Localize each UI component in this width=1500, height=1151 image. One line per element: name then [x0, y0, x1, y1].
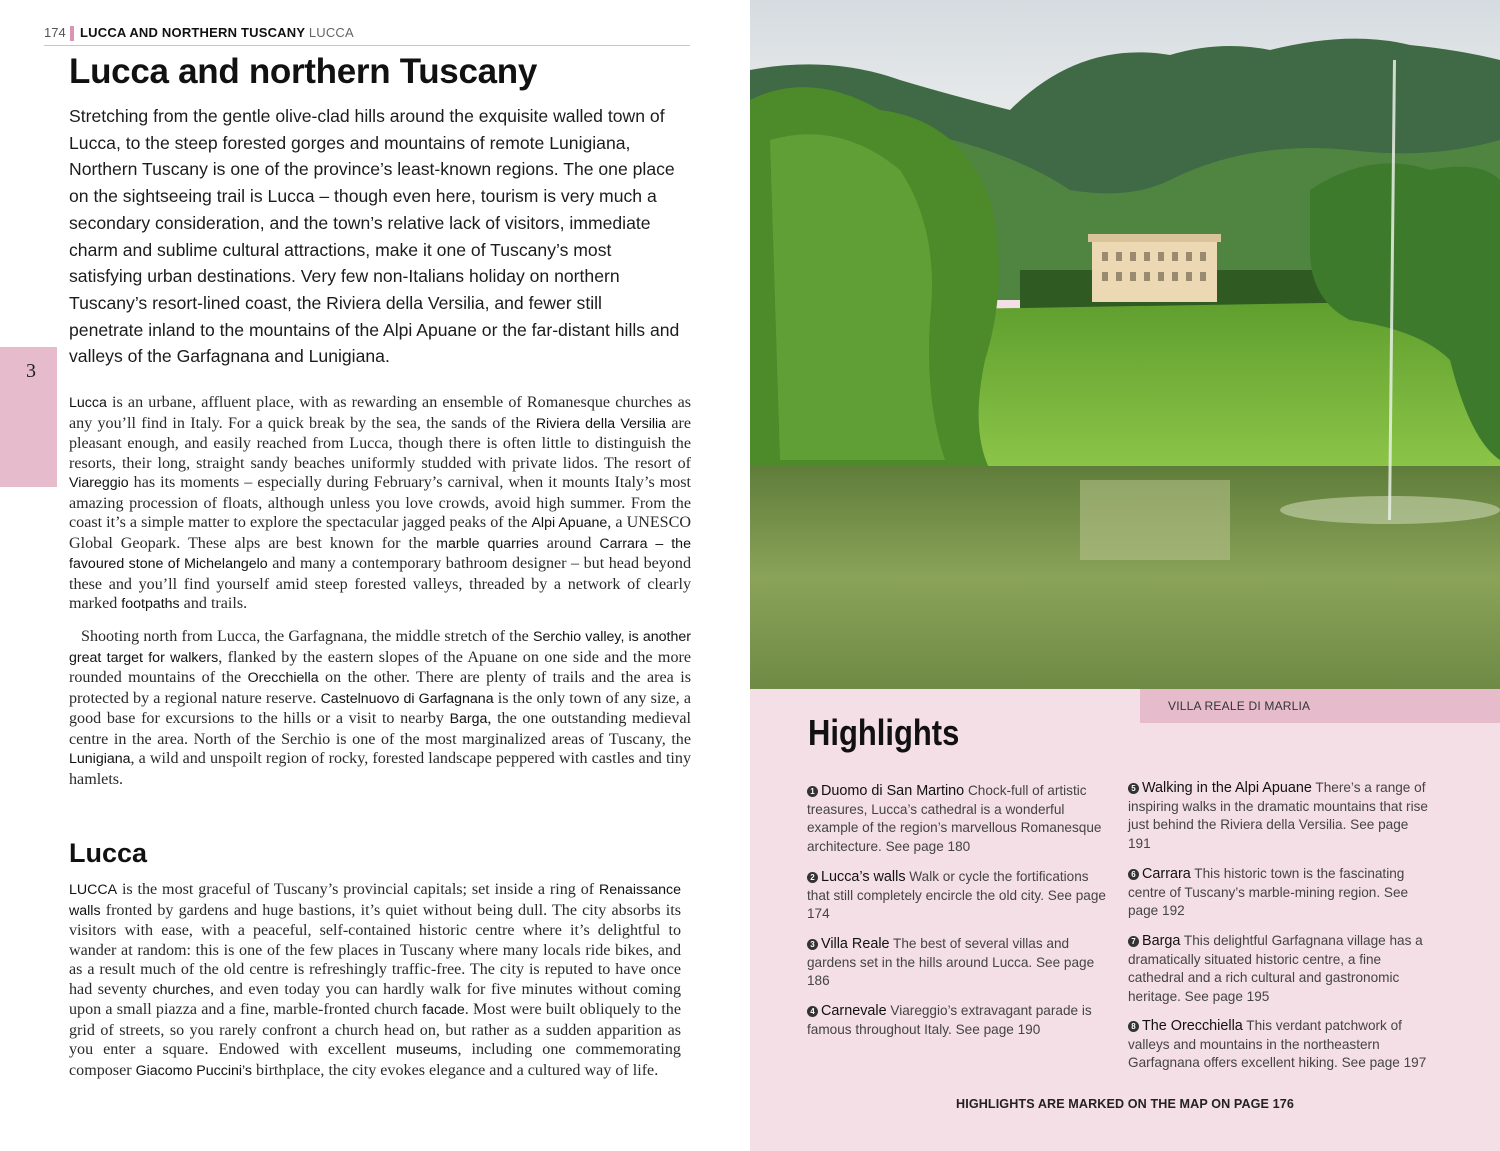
section-main-label: LUCCA AND NORTHERN TUSCANY [80, 25, 305, 40]
highlight-title: Carnevale [821, 1003, 887, 1019]
highlight-text: The best of several villas and gardens set in the hills around Lucca. See page 186 [807, 936, 1095, 989]
photo-caption: VILLA REALE DI MARLIA [1168, 699, 1311, 713]
keyword: Serchio valley, is another great target for walkers [69, 629, 691, 666]
section-title [80, 25, 354, 40]
text-run: around [538, 534, 600, 552]
text-run: , the one outstanding medieval centre in the area. North of the Serchio is one of the most marginalized areas of Tuscany, the [69, 710, 691, 748]
number-badge: 6 [1128, 869, 1139, 880]
keyword: Giacomo Puccini’s [135, 1062, 253, 1079]
highlight-item-3 [807, 935, 1112, 991]
text-run: , flanked by the eastern slopes of the Apuane on one side and the more rounded mountains of the [69, 648, 691, 686]
keyword: facade [422, 1002, 465, 1018]
text-run: and many a contemporary bathroom designer – but head beyond these and you’ll find yourself amid steep forested valleys, threaded by a network of clearly marked [69, 555, 691, 612]
subheading-lucca: Lucca [69, 838, 148, 868]
highlight-title: Villa Reale [821, 936, 890, 952]
intro-paragraph: Stretching from the gentle olive-clad hills around the exquisite walled town of Lucca, to the steep forested gorges and mountains of remote Lunigiana, Northern Tuscany is one of the province’s least-known regions. The one place on the sightseeing trail is Lucca – though even here, tourism is very much a secondary consideration, and the town’s relative lack of visitors, immediate charm and sublime cultural attractions, make it one of Tuscany’s most satisfying urban destinations. Very few non-Italians holiday on northern Tuscany’s resort-lined coast, the Riviera della Versilia, and fewer still penetrate inland to the mountains of the Alpi Apuane or the far-distant hills and valleys of the Garfagnana and Lunigiana. [69, 106, 680, 367]
highlights-map-note: HIGHLIGHTS ARE MARKED ON THE MAP ON PAGE 176 [956, 1097, 1294, 1111]
text-run: on the other. There are plenty of trails and the area is protected by a regional nature reserve. [69, 669, 691, 707]
page-number: 174 [44, 25, 66, 40]
text-run: . Most were built obliquely to the grid of streets, so you rarely confront a church head on, but rather as a sudden apparition as you enter a square. Endowed with excellent [69, 1001, 681, 1058]
keyword: Barga [449, 711, 488, 727]
text-run: birthplace, the city evokes elegance and a cultured way of life. [252, 1061, 659, 1079]
highlight-item-6 [1128, 865, 1434, 921]
body-paragraph-2 [69, 627, 691, 789]
villa-photo [750, 0, 1500, 689]
keyword: Lunigiana [69, 751, 131, 767]
right-page [750, 0, 1500, 1151]
highlight-text: There’s a range of inspiring walks in the dramatic mountains that rise just behind the Riviera della Versilia. See page 191 [1128, 780, 1428, 851]
keyword: footpaths [121, 596, 180, 612]
number-badge: 7 [1128, 936, 1139, 947]
keyword: Riviera della Versilia [535, 415, 667, 432]
running-header [44, 25, 690, 46]
page-title: Lucca and northern Tuscany [69, 52, 538, 91]
keyword: museums [395, 1042, 458, 1058]
highlight-title: The Orecchiella [1142, 1018, 1243, 1034]
highlight-title: Duomo di San Martino [821, 783, 965, 799]
highlight-title: Barga [1142, 933, 1181, 949]
villa-building [1088, 234, 1221, 302]
header-accent-bar [70, 26, 74, 41]
chapter-tab [0, 347, 57, 487]
body-paragraph-1 [69, 393, 691, 615]
highlight-text: Viareggio’s extravagant parade is famous throughout Italy. See page 190 [807, 1003, 1092, 1037]
text-run: is an urbane, affluent place, with as rewarding an ensemble of Romanesque churches as any you’ll find in Italy. For a quick break by the sea, the sands of the [69, 394, 691, 432]
highlight-item-1 [807, 782, 1112, 856]
text-run: is the only town of any size, a good base for excursions to the hills or a visit to nearby [69, 689, 691, 727]
highlight-item-7 [1128, 932, 1434, 1006]
text-run: fronted by gardens and huge bastions, it’s quiet without being dull. The city absorbs its visitors with ease, with a peaceful, self-contained historic centre where it’s delightful to wander at random: this is one of the few places in Tuscany where many locals ride bikes, and as a result much of the old centre is refreshingly traffic-free. The city is reputed to have once had seventy [69, 901, 681, 998]
keyword: churches [152, 981, 211, 998]
text-run: and trails. [179, 595, 248, 612]
keyword: LUCCA [69, 882, 118, 898]
highlight-text: This historic town is the fascinating centre of Tuscany’s marble-mining region. See page 192 [1128, 866, 1409, 919]
keyword: Lucca [69, 395, 107, 411]
highlight-item-4 [807, 1002, 1112, 1039]
text-run: , and even today you can hardly walk for five minutes without coming upon a small piazza and a fine, marble-fronted church [69, 980, 681, 1018]
text-run: are pleasant enough, and easily reached from Lucca, though there is often little to distinguish the resorts, their long, straight sandy beaches uniformly studded with private lidos. The resort of [69, 414, 691, 472]
highlight-text: This verdant patchwork of valleys and mountains in the northeastern Garfagnana offers excellent hiking. See page 197 [1128, 1018, 1427, 1071]
body-paragraph-3 [69, 880, 681, 1081]
photo-caption-box [1140, 689, 1500, 723]
text-run: , including one commemorating composer [69, 1041, 681, 1079]
number-badge: 3 [807, 939, 818, 950]
highlight-title: Carrara [1142, 866, 1191, 882]
highlight-item-8 [1128, 1017, 1434, 1073]
keyword: marble quarries [436, 535, 539, 552]
keyword: Renaissance walls [69, 882, 681, 919]
text-run: , a UNESCO Global Geopark. These alps are best known for the [69, 514, 691, 552]
number-badge: 4 [807, 1006, 818, 1017]
text-run: has its moments – especially during February’s carnival, when it mounts Italy’s most amazing procession of floats, although unless you love crowds, avoid high summer. From the coast it’s a simple matter to explore the spectacular jagged peaks of the [69, 474, 691, 531]
highlight-text: Chock-full of artistic treasures, Lucca’s cathedral is a wonderful example of the region’s marvellous Romanesque architecture. See page 180 [807, 783, 1102, 854]
keyword: Carrara – the favoured stone of Michelangelo [69, 535, 691, 572]
section-sub-label: LUCCA [308, 25, 354, 40]
text-run: is the most graceful of Tuscany’s provincial capitals; set inside a ring of [117, 881, 599, 898]
highlight-item-2 [807, 868, 1112, 924]
highlight-title: Walking in the Alpi Apuane [1142, 780, 1312, 796]
number-badge: 1 [807, 786, 818, 797]
text-run: Shooting north from Lucca, the Garfagnana, the middle stretch of the [81, 628, 533, 645]
keyword: Alpi Apuane [531, 515, 608, 531]
text-run: , a wild and unspoilt region of rocky, forested landscape peppered with castles and tiny hamlets. [69, 750, 691, 788]
number-badge: 8 [1128, 1021, 1139, 1032]
keyword: Castelnuovo di Garfagnana [320, 690, 494, 707]
pond-reflection [1080, 480, 1230, 560]
highlight-text: This delightful Garfagnana village has a dramatically situated historic centre, a fine cathedral and a rich cultural and gastronomic heritage. See page 195 [1128, 933, 1423, 1004]
keyword: Viareggio [69, 475, 129, 491]
highlights-heading: Highlights [808, 712, 960, 753]
highlight-text: Walk or cycle the fortifications that still completely encircle the old city. See page 174 [807, 869, 1106, 922]
number-badge: 5 [1128, 783, 1139, 794]
highlight-item-5 [1128, 779, 1434, 853]
chapter-number: 3 [26, 360, 36, 382]
keyword: Orecchiella [247, 670, 319, 686]
highlight-title: Lucca’s walls [821, 869, 906, 885]
number-badge: 2 [807, 872, 818, 883]
